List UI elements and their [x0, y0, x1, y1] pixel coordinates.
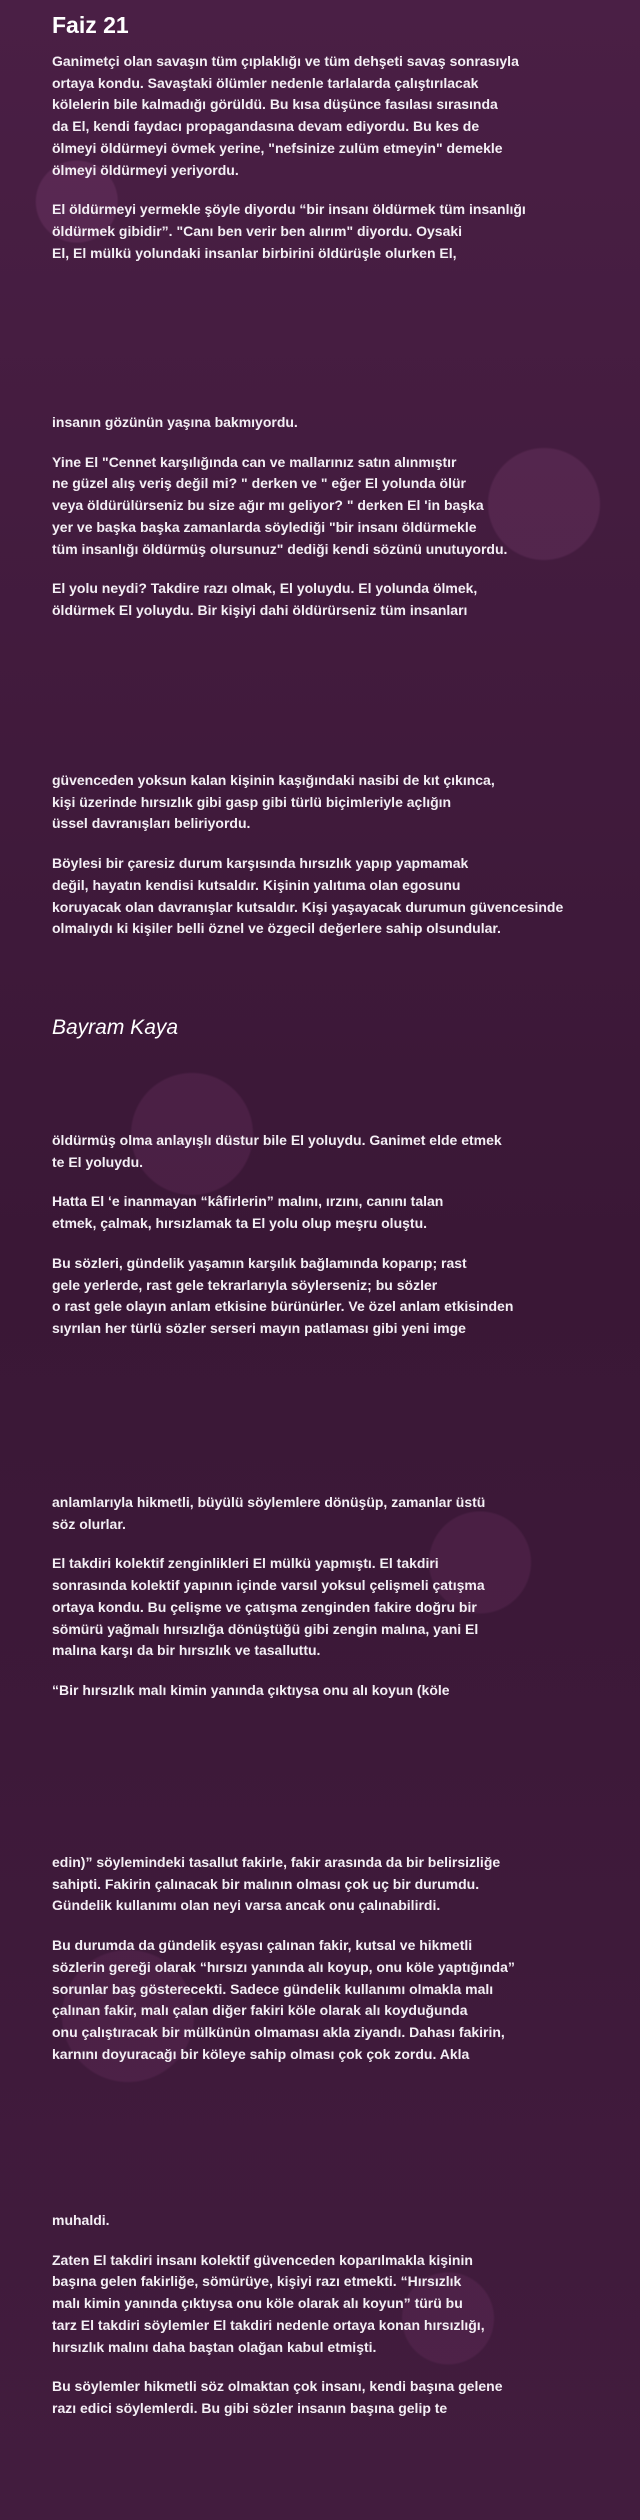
- text-line: razı edici söylemlerdi. Bu gibi sözler insanın başına gelip te: [52, 2399, 448, 2416]
- text-line: güvenceden yoksun kalan kişinin kaşığındaki nasibi de kıt çıkınca,: [52, 772, 495, 788]
- text-line: Bu durumda da gündelik eşyası çalınan fakir, kutsal ve hikmetli: [52, 1937, 473, 1954]
- text-line: anlamlarıyla hikmetli, büyülü söylemlere dönüşüp, zamanlar üstü: [52, 1494, 486, 1510]
- text-line: El öldürmeyi yermekle şöyle diyordu “bir insanı öldürmek tüm insanlığı: [52, 201, 526, 218]
- text-line: Ganimetçi olan savaşın tüm çıplaklığı ve tüm dehşeti savaş sonrasıyla: [52, 53, 519, 69]
- text-line: öldürmek El yoluydu. Bir kişiyi dahi öldürürseniz tüm insanları: [52, 601, 468, 618]
- text-block-3: [52, 770, 632, 958]
- text-line: ölmeyi öldürmeyi övmek yerine, "nefsinize zulüm etmeyin" demekle: [52, 139, 503, 156]
- text-line: Bu söylemler hikmetli söz olmaktan çok insanı, kendi başına gelene: [52, 2378, 503, 2395]
- text-line: sahipti. Fakirin çalınacak bir malının olması çok uç bir durumdu.: [52, 1875, 480, 1892]
- text-line: malına karşı da bir hırsızlık ve tasalluttu.: [52, 1642, 321, 1659]
- text-line: o rast gele olayın anlam etkisine bürünürler. Ve özel anlam etkisinden: [52, 1298, 514, 1315]
- text-line: çalınan fakir, malı çalan diğer fakiri köle olarak alı koyduğunda: [52, 2002, 468, 2019]
- text-line: yer ve başka başka zamanlarda söylediği "bir insanı öldürmekle: [52, 518, 477, 535]
- text-line: tüm insanlığı öldürmüş olursunuz" dediği kendi sözünü unutuyordu.: [52, 540, 508, 557]
- text-block-4: [52, 1130, 632, 1358]
- paragraph: [52, 1553, 632, 1662]
- text-line: gele yerlerde, rast gele tekrarlarıyla söylerseniz; bu sözler: [52, 1276, 438, 1293]
- paragraph: [52, 1191, 632, 1234]
- text-line: Böylesi bir çaresiz durum karşısında hırsızlık yapıp yapmamak: [52, 855, 469, 872]
- paragraph: [52, 1935, 632, 2065]
- paragraph: [52, 1680, 632, 1702]
- text-line: El, El mülkü yolundaki insanlar birbirini öldürüşle olurken El,: [52, 244, 457, 261]
- text-line: ortaya kondu. Savaştaki ölümler nedenle tarlalarda çalıştırılacak: [52, 74, 479, 91]
- paragraph: [52, 1492, 632, 1535]
- paragraph: [52, 2210, 632, 2232]
- text-line: sömürü yağmalı hırsızlığa dönüştüğü gibi zengin malına, yani El: [52, 1620, 479, 1637]
- paragraph: [52, 412, 632, 434]
- text-block-6: [52, 1852, 632, 2083]
- text-line: etmek, çalmak, hırsızlamak ta El yolu olup meşru oluştu.: [52, 1215, 428, 1232]
- text-line: sorunlar baş gösterecekti. Sadece gündelik kullanımı olmakla malı: [52, 1980, 494, 1997]
- text-block-1: [52, 51, 632, 282]
- paragraph: [52, 853, 632, 940]
- text-line: El takdiri kolektif zenginlikleri El mülkü yapmıştı. El takdiri: [52, 1555, 439, 1572]
- text-line: El yolu neydi? Takdire razı olmak, El yoluydu. El yolunda ölmek,: [52, 580, 478, 597]
- text-line: tarz El takdiri söylemler El takdiri nedenle ortaya konan hırsızlığı,: [52, 2316, 485, 2333]
- text-line: malı kimin yanında çıktıysa onu köle olarak alı koyun” türü bu: [52, 2295, 463, 2312]
- text-line: kişi üzerinde hırsızlık gibi gasp gibi türlü biçimleriyle açlığın: [52, 793, 452, 810]
- paragraph: [52, 199, 632, 264]
- paragraph: [52, 2376, 632, 2419]
- text-line: değil, hayatın kendisi kutsaldır. Kişinin yalıtıma olan egosunu: [52, 876, 461, 893]
- text-line: te El yoluydu.: [52, 1153, 144, 1170]
- text-line: söz olurlar.: [52, 1515, 126, 1532]
- text-line: Hatta El ‘e inanmayan “kâfirlerin” malını, ırzını, canını talan: [52, 1193, 444, 1210]
- text-line: üssel davranışları beliriyordu.: [52, 815, 251, 832]
- text-line: “Bir hırsızlık malı kimin yanında çıktıysa onu alı koyun (köle: [52, 1681, 450, 1698]
- text-line: karnını doyuracağı bir köleye sahip olması çok çok zordu. Akla: [52, 2045, 470, 2062]
- text-line: edin)” söylemindeki tasallut fakirle, fakir arasında da bir belirsizliğe: [52, 1854, 501, 1870]
- text-line: ortaya kondu. Bu çelişme ve çatışma zenginden fakire doğru bir: [52, 1598, 477, 1615]
- text-line: onu çalıştıracak bir mülkünün olmaması akla ziyandı. Dahası fakirin,: [52, 2023, 505, 2040]
- text-line: kölelerin bile kalmadığı görüldü. Bu kısa düşünce fasılası sırasında: [52, 96, 498, 113]
- text-line: olmalıydı ki kişiler belli öznel ve özgecil değerlere sahip olsundular.: [52, 920, 501, 937]
- paragraph: [52, 51, 632, 181]
- text-line: ne güzel alış veriş değil mi? " derken ve " eğer El yolunda ölür: [52, 475, 466, 492]
- paragraph: [52, 770, 632, 835]
- text-block-2: [52, 412, 632, 640]
- paragraph: [52, 578, 632, 621]
- paragraph: [52, 2250, 632, 2359]
- text-line: ölmeyi öldürmeyi yeriyordu.: [52, 161, 239, 178]
- text-line: da El, kendi faydacı propagandasına devam ediyordu. Bu kes de: [52, 118, 480, 135]
- text-line: Zaten El takdiri insanı kolektif güvenceden koparılmakla kişinin: [52, 2251, 473, 2268]
- poem-title: Faiz 21: [52, 12, 129, 38]
- text-line: Gündelik kullanımı olan neyi varsa ancak onu çalınabilirdi.: [52, 1897, 441, 1914]
- text-line: öldürmek gibidir”. "Canı ben verir ben alırım" diyordu. Oysaki: [52, 222, 463, 239]
- author-name: Bayram Kaya: [52, 1016, 179, 1039]
- text-block-7: [52, 2210, 632, 2438]
- text-line: sonrasında kolektif yapının içinde varsıl yoksul çelişmeli çatışma: [52, 1577, 485, 1594]
- text-line: öldürmüş olma anlayışlı düstur bile El yoluydu. Ganimet elde etmek: [52, 1132, 502, 1148]
- paragraph: [52, 1852, 632, 1917]
- text-line: insanın gözünün yaşına bakmıyordu.: [52, 414, 298, 430]
- text-block-5: [52, 1492, 632, 1720]
- text-line: başına gelen fakirliğe, sömürüye, kişiyi razı etmekti. “Hırsızlık: [52, 2273, 462, 2290]
- text-line: Yine El "Cennet karşılığında can ve mallarınız satın alınmıştır: [52, 453, 457, 470]
- text-line: Bu sözleri, gündelik yaşamın karşılık bağlamında koparıp; rast: [52, 1254, 467, 1271]
- text-line: sıyrılan her türlü sözler serseri mayın patlaması gibi yeni imge: [52, 1319, 466, 1336]
- text-line: koruyacak olan davranışlar kutsaldır. Kişi yaşayacak durumun güvencesinde: [52, 898, 564, 915]
- paragraph: [52, 1253, 632, 1340]
- text-line: muhaldi.: [52, 2212, 110, 2228]
- text-line: sözlerin gereği olarak “hırsızı yanında alı koyup, onu köle yaptığında”: [52, 1958, 515, 1975]
- text-line: veya öldürülürseniz bu size ağır mı geliyor? " derken El 'in başka: [52, 497, 484, 514]
- paragraph: [52, 1130, 632, 1173]
- paragraph: [52, 452, 632, 561]
- text-line: hırsızlık malını daha baştan olağan kabul etmişti.: [52, 2338, 377, 2355]
